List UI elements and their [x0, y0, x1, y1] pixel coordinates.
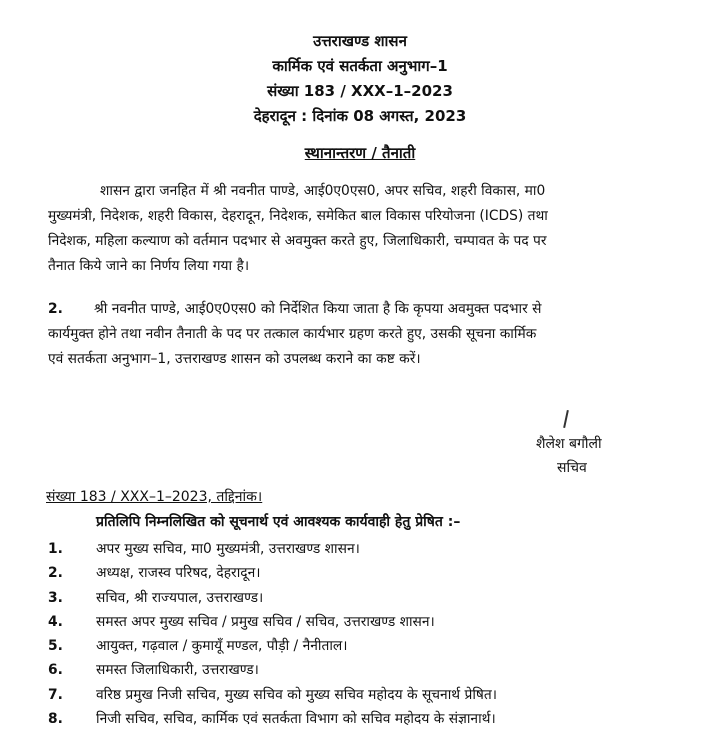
list-item-text: समस्त अपर मुख्य सचिव / प्रमुख सचिव / सचिव, उत्तराखण्ड शासन।	[96, 613, 435, 630]
paragraph-2-line: एवं सतर्कता अनुभाग–1, उत्तराखण्ड शासन को उपलब्ध कराने का कष्ट करें।	[48, 351, 421, 367]
paragraph-2-line: कार्यमुक्त होने तथा नवीन तैनाती के पद पर तत्काल कार्यभार ग्रहण करते हुए, उसकी सूचना कार्मिक	[48, 326, 537, 342]
paragraph-1-line: निदेशक, महिला कल्याण को वर्तमान पदभार से अवमुक्त करते हुए, जिलाधिकारी, चम्पावत के पद पर	[48, 233, 547, 249]
paragraph-1-line: मुख्यमंत्री, निदेशक, शहरी विकास, देहरादून, निदेशक, समेकित बाल विकास परियोजना (ICDS) तथा	[48, 208, 548, 224]
signature-mark	[563, 410, 569, 428]
government-heading: उत्तराखण्ड शासन	[313, 32, 407, 50]
copy-intro: प्रतिलिपि निम्नलिखित को सूचनार्थ एवं आवश्यक कार्यवाही हेतु प्रेषित :–	[96, 514, 461, 530]
paragraph-1	[48, 179, 673, 279]
list-item-text: समस्त जिलाधिकारी, उत्तराखण्ड।	[96, 662, 259, 679]
list-item-text: सचिव, श्री राज्यपाल, उत्तराखण्ड।	[96, 589, 264, 606]
list-item-number: 5.	[48, 638, 63, 655]
list-item	[0, 538, 720, 562]
paragraph-2-number: 2.	[48, 301, 63, 317]
paragraph-2-first-line	[48, 297, 673, 322]
list-item-number: 6.	[48, 662, 63, 679]
list-item	[0, 611, 720, 635]
copy-reference: संख्या 183 / XXX–1–2023, तद्दिनांक।	[46, 489, 263, 505]
paragraph-2	[48, 297, 673, 372]
order-number: संख्या 183 / XXX–1–2023	[267, 82, 453, 100]
signatory-name: शैलेश बगौली	[536, 436, 602, 452]
list-item-number: 3.	[48, 589, 63, 606]
list-item-number: 2.	[48, 565, 63, 582]
list-item-text: अपर मुख्य सचिव, मा0 मुख्यमंत्री, उत्तराखण्ड शासन।	[96, 541, 360, 557]
list-item-text: निजी सचिव, सचिव, कार्मिक एवं सतर्कता विभाग को सचिव महोदय के संज्ञानार्थ।	[96, 711, 496, 728]
list-item-text: आयुक्त, गढ़वाल / कुमायूँ मण्डल, पौड़ी / नैनीताल।	[96, 638, 348, 655]
list-item	[0, 635, 720, 659]
list-item-number: 4.	[48, 613, 63, 630]
list-item-number: 8.	[48, 711, 63, 728]
list-item	[0, 562, 720, 586]
department-heading: कार्मिक एवं सतर्कता अनुभाग–1	[272, 57, 448, 75]
list-item-text: अध्यक्ष, राजस्व परिषद, देहरादून।	[96, 565, 261, 582]
list-item	[0, 659, 720, 683]
list-item-number: 7.	[48, 686, 63, 703]
subject-heading: स्थानान्तरण / तैनाती	[304, 144, 416, 162]
copy-recipient-list	[0, 538, 720, 732]
place-date: देहरादून : दिनांक 08 अगस्त, 2023	[253, 107, 467, 125]
paragraph-2-line: श्री नवनीत पाण्डे, आई0ए0एस0 को निर्देशित किया जाता है कि कृपया अवमुक्त पदभार से	[94, 301, 542, 317]
list-item-number: 1.	[48, 541, 63, 557]
list-item	[0, 587, 720, 611]
list-item	[0, 684, 720, 708]
paragraph-1-line: तैनात किये जाने का निर्णय लिया गया है।	[48, 258, 250, 274]
signatory-designation: सचिव	[557, 460, 587, 476]
paragraph-1-line: शासन द्वारा जनहित में श्री नवनीत पाण्डे, आई0ए0एस0, अपर सचिव, शहरी विकास, मा0	[100, 183, 546, 199]
list-item	[0, 708, 720, 732]
list-item-text: वरिष्ठ प्रमुख निजी सचिव, मुख्य सचिव को मुख्य सचिव महोदय के सूचनार्थ प्रेषित।	[96, 686, 497, 703]
